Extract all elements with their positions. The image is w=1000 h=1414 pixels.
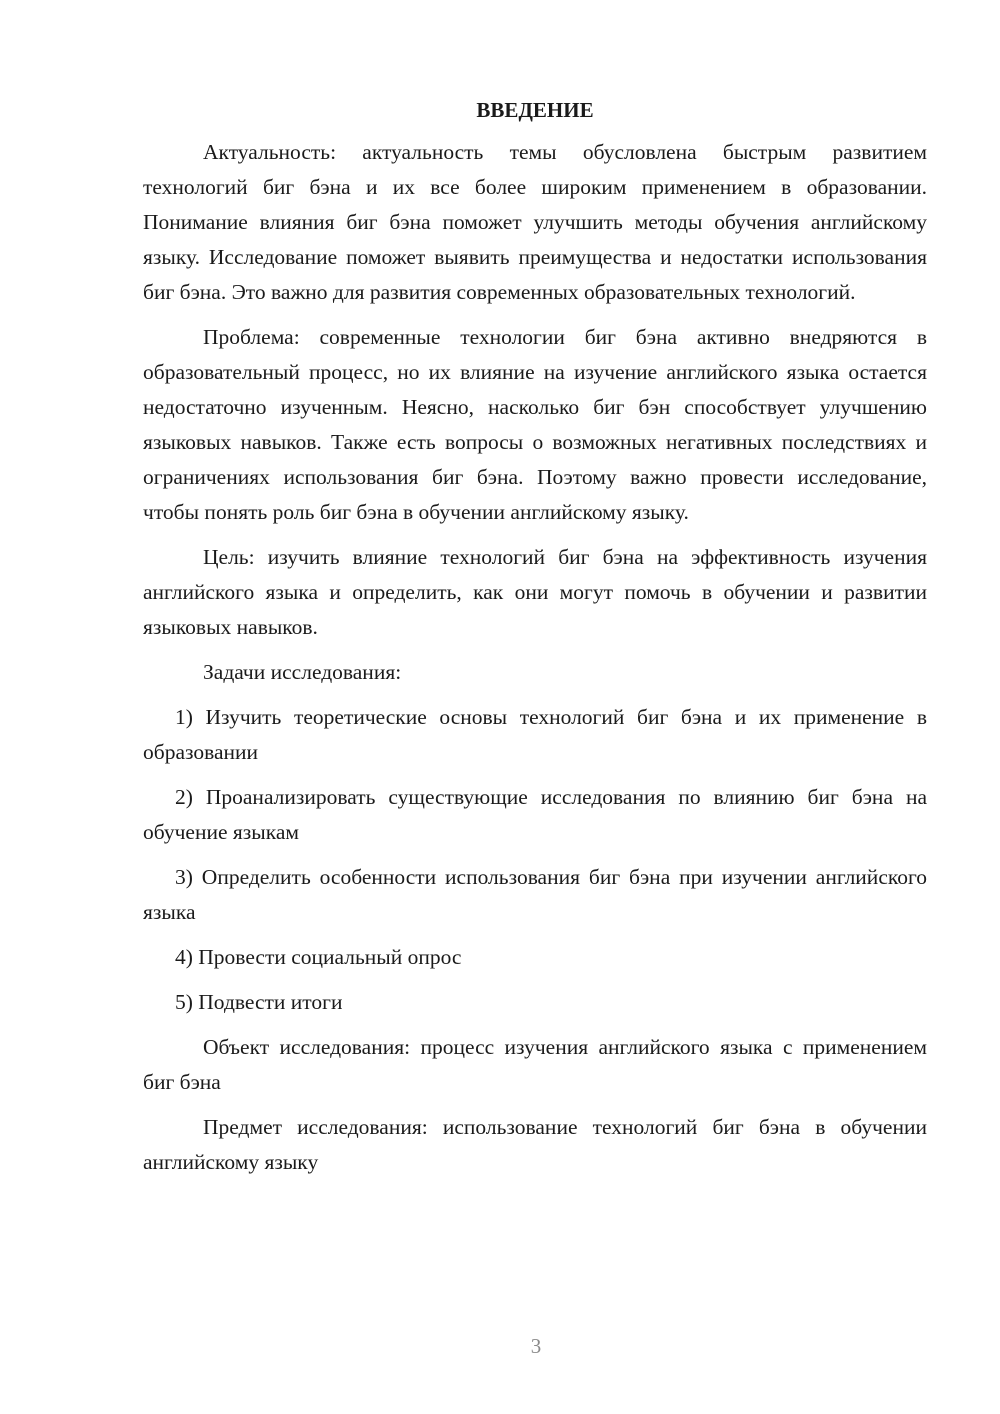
subject-paragraph: Предмет исследования: использование технологий биг бэна в обучении английскому языку: [143, 1115, 927, 1174]
page-number: 3: [530, 1334, 542, 1358]
task-item-1: 1) Изучить теоретические основы технологий биг бэна и их применение в образовании: [143, 705, 927, 764]
goal-paragraph: Цель: изучить влияние технологий биг бэна на эффективность изучения английского языка и определить, как они могут помочь в обучении и развитии языковых навыков.: [143, 545, 927, 639]
tasks-label: Задачи исследования:: [203, 660, 402, 684]
relevance-paragraph: Актуальность: актуальность темы обусловлена быстрым развитием технологий биг бэна и их все более широким применением в образовании. Понимание влияния биг бэна поможет улучшить методы обучения английскому языку. Исследование поможет выявить преимущества и недостатки использования биг бэна. Это важно для развития современных образовательных технологий.: [143, 140, 927, 304]
problem-paragraph: Проблема: современные технологии биг бэна активно внедряются в образовательный процесс, но их влияние на изучение английского языка остается недостаточно изученным. Неясно, насколько биг бэн способствует улучшению языковых навыков. Также есть вопросы о возможных негативных последствиях и ограничениях использования биг бэна. Поэтому важно провести исследование, чтобы понять роль биг бэна в обучении английскому языку.: [143, 325, 927, 524]
task-item-5: 5) Подвести итоги: [175, 990, 343, 1014]
task-item-4: 4) Провести социальный опрос: [175, 945, 462, 969]
task-item-3: 3) Определить особенности использования биг бэна при изучении английского языка: [143, 865, 927, 924]
task-item-2: 2) Проанализировать существующие исследования по влиянию биг бэна на обучение языкам: [143, 785, 927, 844]
page-content: [143, 95, 927, 1180]
object-paragraph: Объект исследования: процесс изучения английского языка с применением биг бэна: [143, 1035, 927, 1094]
section-title: ВВЕДЕНИЕ: [476, 98, 594, 122]
